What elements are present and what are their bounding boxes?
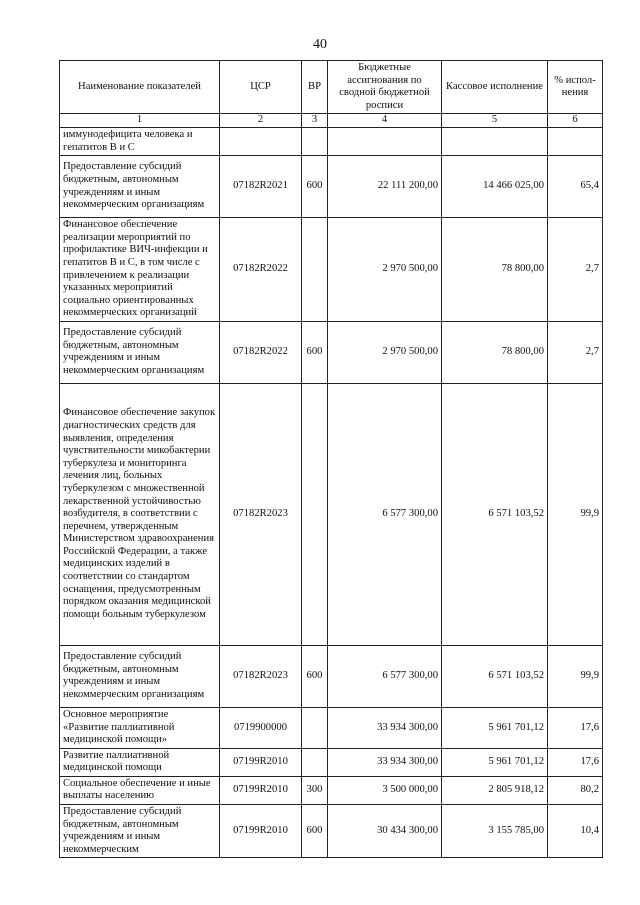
row-csr: 07182R2021 [220,156,302,218]
row-budget: 2 970 500,00 [328,218,442,322]
row-csr: 07182R2023 [220,383,302,645]
table-row [60,707,603,748]
row-cash: 78 800,00 [442,321,548,383]
row-budget: 22 111 200,00 [328,156,442,218]
row-budget: 6 577 300,00 [328,383,442,645]
table-row [60,218,603,322]
row-csr: 0719900000 [220,707,302,748]
row-budget: 6 577 300,00 [328,645,442,707]
row-name: Предоставление субсидий бюджетным, автономным учреждениям и иным некоммерческим организациям [60,156,220,218]
column-number: 3 [302,114,328,128]
row-cash [442,127,548,155]
row-budget: 33 934 300,00 [328,748,442,776]
row-vr: 600 [302,805,328,858]
row-name: Предоставление субсидий бюджетным, автономным учреждениям и иным некоммерческим организациям [60,645,220,707]
header-budget: Бюджетные ассигнования по сводной бюджетной росписи [328,61,442,114]
row-name: Финансовое обеспечение закупок диагностических средств для выявления, определения чувствительности микобактерии туберкулеза и мониторинга лечения лиц, больных туберкулезом с множественной лекарственной устойчивостью возбудителя, в соответствии с перечнем, утвержденным Министерством здравоохранения Российской Федерации, а также медицинских изделий в соответствии со стандартом оснащения, предусмотренным порядком оказания медицинской помощи больным туберкулезом [60,383,220,645]
row-csr: 07199R2010 [220,776,302,804]
row-cash: 2 805 918,12 [442,776,548,804]
row-name: Развитие паллиативной медицинской помощи [60,748,220,776]
row-name: Предоставление субсидий бюджетным, автономным учреждениям и иным некоммерческим [60,805,220,858]
row-percent: 99,9 [548,645,603,707]
row-name: Финансовое обеспечение реализации мероприятий по профилактике ВИЧ-инфекции и гепатитов В и С, в том числе с привлечением к реализации указанных мероприятий социально ориентированных некоммерческих организаций [60,218,220,322]
row-cash: 14 466 025,00 [442,156,548,218]
row-budget [328,127,442,155]
table-row [60,645,603,707]
table-row [60,776,603,804]
row-vr [302,127,328,155]
column-number: 5 [442,114,548,128]
column-number: 2 [220,114,302,128]
row-cash: 5 961 701,12 [442,748,548,776]
row-budget: 33 934 300,00 [328,707,442,748]
header-cash: Кассовое исполнение [442,61,548,114]
row-vr [302,748,328,776]
row-csr: 07199R2010 [220,748,302,776]
row-percent: 2,7 [548,218,603,322]
row-percent [548,127,603,155]
row-percent: 2,7 [548,321,603,383]
row-name: Социальное обеспечение и иные выплаты населению [60,776,220,804]
row-name: иммунодефицита человека и гепатитов В и С [60,127,220,155]
row-vr [302,218,328,322]
table-row [60,805,603,858]
row-csr: 07199R2010 [220,805,302,858]
table-row [60,321,603,383]
row-budget: 2 970 500,00 [328,321,442,383]
row-percent: 17,6 [548,707,603,748]
row-percent: 99,9 [548,383,603,645]
column-number: 1 [60,114,220,128]
row-cash: 3 155 785,00 [442,805,548,858]
row-budget: 3 500 000,00 [328,776,442,804]
page-number: 40 [313,37,327,52]
row-name: Предоставление субсидий бюджетным, автономным учреждениям и иным некоммерческим организациям [60,321,220,383]
row-percent: 10,4 [548,805,603,858]
column-number-row [60,114,603,128]
row-vr: 600 [302,156,328,218]
header-name: Наименование показателей [60,61,220,114]
header-csr: ЦСР [220,61,302,114]
row-cash: 6 571 103,52 [442,383,548,645]
row-csr [220,127,302,155]
table-row [60,383,603,645]
column-number: 6 [548,114,603,128]
row-name: Основное мероприятие «Развитие паллиативной медицинской помощи» [60,707,220,748]
column-number: 4 [328,114,442,128]
header-vr: ВР [302,61,328,114]
budget-execution-table [59,60,603,858]
row-vr [302,707,328,748]
header-row [60,61,603,114]
row-vr [302,383,328,645]
row-cash: 5 961 701,12 [442,707,548,748]
header-percent: % испол-нения [548,61,603,114]
row-csr: 07182R2022 [220,321,302,383]
row-csr: 07182R2023 [220,645,302,707]
row-cash: 6 571 103,52 [442,645,548,707]
row-vr: 300 [302,776,328,804]
row-csr: 07182R2022 [220,218,302,322]
table-row [60,156,603,218]
row-percent: 80,2 [548,776,603,804]
row-budget: 30 434 300,00 [328,805,442,858]
table-row [60,748,603,776]
row-vr: 600 [302,645,328,707]
row-vr: 600 [302,321,328,383]
row-cash: 78 800,00 [442,218,548,322]
row-percent: 65,4 [548,156,603,218]
table-row [60,127,603,155]
row-percent: 17,6 [548,748,603,776]
